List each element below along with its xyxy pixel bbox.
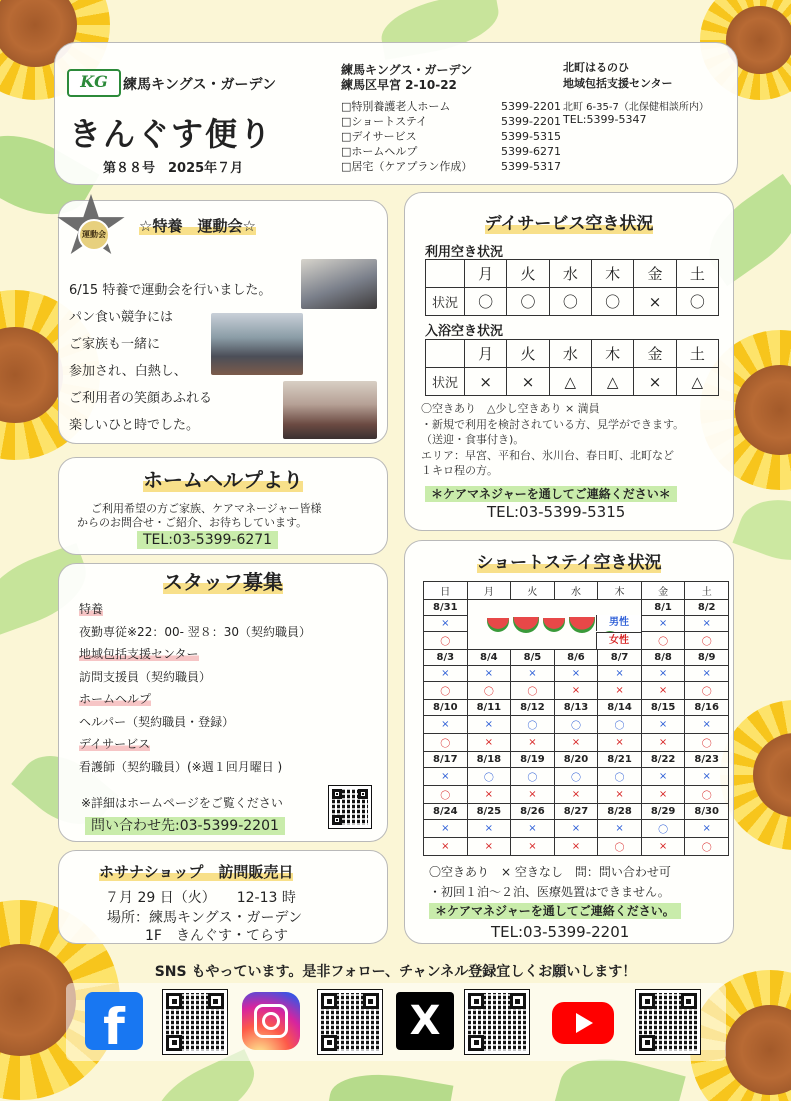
female-cell: × [641, 734, 685, 752]
female-cell: × [598, 734, 642, 752]
shortstay-cm-text: ＊ケアマネジャーを通してご連絡ください。 [429, 903, 681, 919]
male-row [424, 820, 729, 838]
service-tel: 5399-2201 [501, 115, 561, 128]
male-label-text: 男性 [609, 617, 629, 628]
hosana-place-1: 場所：練馬キングス・ガーデン [107, 910, 303, 926]
center-address: 北町 6-35-7（北保健相談所内） [563, 102, 709, 113]
male-cell: × [685, 768, 729, 786]
service-name: □特別養護老人ホーム [341, 100, 451, 113]
male-row [424, 716, 729, 734]
dayservice-cm-text: ＊ケアマネジャーを通してご連絡ください＊ [425, 486, 677, 502]
sports-title-text: ☆特養 運動会☆ [139, 217, 256, 235]
date-cell: 8/4 [467, 650, 511, 666]
sns-text: SNS もやっています。是非フォロー、チャンネル登録宜しくお願いします！ [154, 964, 637, 980]
staff-card [58, 563, 388, 842]
date-cell: 8/7 [598, 650, 642, 666]
date-cell: 8/25 [467, 804, 511, 820]
date-cell: 8/19 [511, 752, 555, 768]
male-cell: × [424, 716, 468, 734]
male-cell: × [554, 666, 598, 682]
use-days-row [426, 260, 719, 288]
corner-cell [426, 340, 465, 368]
service-row [341, 129, 561, 144]
male-cell: × [467, 666, 511, 682]
sports-day-title [139, 215, 256, 236]
date-cell: 8/12 [511, 700, 555, 716]
female-cell: × [511, 838, 555, 856]
sports-badge-circle [78, 219, 110, 251]
date-cell: 8/11 [467, 700, 511, 716]
date-cell: 8/5 [511, 650, 555, 666]
service-name: □居宅（ケアプラン作成） [341, 160, 473, 173]
male-cell: × [467, 820, 511, 838]
status-cell: △ [591, 368, 633, 396]
status-cell: 〇 [465, 288, 507, 316]
service-row [341, 159, 561, 174]
female-row [424, 838, 729, 856]
male-cell: × [424, 616, 468, 632]
sports-line: ご家族も一緒に [69, 337, 161, 352]
status-cell: × [465, 368, 507, 396]
day-cell: 月 [465, 340, 507, 368]
female-cell: × [598, 682, 642, 700]
female-cell: × [554, 786, 598, 804]
watermelon-icon [569, 617, 595, 633]
male-cell: × [685, 820, 729, 838]
dayservice-note: （送迎・食事付き)。 [421, 433, 525, 446]
male-cell: × [685, 666, 729, 682]
staff-head [79, 643, 311, 666]
day-cell: 金 [634, 260, 676, 288]
x-icon[interactable]: X [396, 992, 454, 1050]
bath-table [425, 339, 719, 396]
female-cell: 〇 [467, 682, 511, 700]
male-cell: 〇 [511, 716, 555, 734]
status-label: 状況 [426, 368, 465, 396]
date-row [424, 752, 729, 768]
male-cell: × [641, 666, 685, 682]
date-row [424, 700, 729, 716]
day-cell: 土 [676, 340, 718, 368]
weekday-cell: 木 [598, 582, 642, 600]
day-cell: 木 [591, 260, 633, 288]
status-cell: △ [549, 368, 591, 396]
sports-line: パン食い競争には [69, 310, 174, 325]
female-cell: 〇 [424, 786, 468, 804]
male-cell: × [641, 716, 685, 734]
weekday-cell: 月 [467, 582, 511, 600]
staff-head-text: 地域包括支援センター [79, 647, 199, 661]
staff-head-text: 特養 [79, 602, 104, 616]
use-table [425, 259, 719, 316]
homehelp-text-1: ご利用希望の方ご家族、ケアマネージャー皆様 [91, 502, 322, 515]
staff-contact [85, 815, 285, 835]
female-label [596, 632, 641, 649]
female-cell: 〇 [424, 734, 468, 752]
dayservice-legend: 〇空きあり △少し空きあり × 満員 [421, 402, 600, 415]
status-cell: × [507, 368, 549, 396]
center-tel: TEL:5399-5347 [563, 113, 647, 126]
day-cell: 金 [634, 340, 676, 368]
male-cell: × [467, 716, 511, 734]
date-cell: 8/10 [424, 700, 468, 716]
staff-body: 看護師（契約職員）(※週１回月曜日 ) [79, 759, 283, 774]
dayservice-title-text: デイサービス空き状況 [484, 214, 654, 234]
weekday-cell: 水 [554, 582, 598, 600]
hosana-place-2: 1F きんぐす・てらす [145, 928, 288, 944]
date-cell: 8/21 [598, 752, 642, 768]
sports-photo-1 [301, 259, 377, 309]
female-cell: × [641, 786, 685, 804]
staff-title [59, 566, 387, 595]
hosana-title [99, 861, 293, 882]
sports-badge-text: 運動会 [82, 230, 106, 239]
female-cell: 〇 [685, 734, 729, 752]
male-cell: × [641, 616, 685, 632]
homehelp-title [59, 464, 387, 493]
center-name-2: 地域包括支援センター [563, 77, 673, 90]
female-cell: 〇 [598, 838, 642, 856]
shortstay-tel: TEL:03-5399-2201 [491, 923, 630, 941]
female-cell: 〇 [685, 682, 729, 700]
status-cell: × [634, 288, 676, 316]
female-cell: × [598, 786, 642, 804]
kg-logo [67, 69, 121, 97]
facebook-qr-code[interactable] [163, 990, 227, 1054]
female-cell: × [641, 682, 685, 700]
newsletter-title: きんぐす便り [69, 115, 274, 153]
service-row [341, 114, 561, 129]
dayservice-title [405, 209, 733, 234]
female-row [424, 786, 729, 804]
address-title: 練馬キングス・ガーデン [341, 63, 473, 77]
day-cell: 水 [549, 340, 591, 368]
staff-qr-code[interactable] [329, 786, 371, 828]
date-cell: 8/27 [554, 804, 598, 820]
shortstay-days-row [424, 582, 729, 600]
male-cell: 〇 [641, 820, 685, 838]
staff-head-text: ホームヘルプ [79, 692, 152, 706]
shortstay-legend: 〇空きあり × 空きなし 問：問い合わせ可 [429, 865, 671, 879]
staff-body: ヘルパー（契約職員・登録） [79, 714, 235, 729]
sports-line: 6/15 特養で運動会を行いました。 [69, 283, 272, 298]
shortstay-card [404, 540, 734, 944]
sports-line: ご利用者の笑顔あふれる [69, 391, 213, 406]
female-cell: × [467, 838, 511, 856]
male-cell: × [424, 768, 468, 786]
homehelp-text-2: からのお問合せ・ご紹介、お待ちしています。 [77, 516, 308, 529]
weekday-cell: 土 [685, 582, 729, 600]
bath-label: 入浴空き状況 [425, 324, 504, 339]
bath-days-row [426, 340, 719, 368]
female-cell: × [554, 838, 598, 856]
header-card [54, 42, 738, 185]
status-label: 状況 [426, 288, 465, 316]
corner-cell [426, 260, 465, 288]
date-cell: 8/28 [598, 804, 642, 820]
date-cell: 8/18 [467, 752, 511, 768]
instagram-lens [262, 1012, 280, 1030]
weekday-cell: 日 [424, 582, 468, 600]
date-cell: 8/13 [554, 700, 598, 716]
use-status-row [426, 288, 719, 316]
service-name: □デイサービス [341, 130, 417, 143]
x-qr-code[interactable] [465, 990, 529, 1054]
hosana-title-text: ホサナショップ 訪問販売日 [99, 863, 294, 881]
weekday-cell: 火 [511, 582, 555, 600]
service-row [341, 144, 561, 159]
youtube-play [576, 1013, 593, 1033]
staff-contact-text: 問い合わせ先:03-5399-2201 [85, 817, 285, 835]
instagram-qr-code[interactable] [318, 990, 382, 1054]
homehelp-tel-text: TEL:03-5399-6271 [137, 531, 278, 549]
service-name: □ショートステイ [341, 115, 428, 128]
address: 練馬区早宮 2-10-22 [341, 78, 457, 92]
status-cell: × [634, 368, 676, 396]
shortstay-cm [429, 902, 681, 919]
female-label-text: 女性 [609, 635, 629, 646]
staff-title-text: スタッフ募集 [163, 570, 283, 594]
service-tel: 5399-2201 [501, 100, 561, 113]
staff-head-text: デイサービス [79, 737, 151, 751]
issue-number: 第８８号 2025年７月 [103, 161, 244, 176]
day-cell: 土 [676, 260, 718, 288]
male-cell: × [685, 616, 729, 632]
service-row [341, 99, 561, 114]
sports-photo-3 [283, 381, 377, 439]
date-cell: 8/6 [554, 650, 598, 666]
male-row [424, 768, 729, 786]
female-cell: × [424, 838, 468, 856]
hosana-card [58, 850, 388, 944]
female-cell: × [511, 786, 555, 804]
date-cell: 8/22 [641, 752, 685, 768]
homehelp-title-text: ホームヘルプより [143, 468, 303, 492]
date-cell: 8/23 [685, 752, 729, 768]
day-cell: 木 [591, 340, 633, 368]
staff-sections [79, 598, 311, 778]
status-cell: 〇 [507, 288, 549, 316]
female-cell: 〇 [685, 786, 729, 804]
sports-line: 参加され、白熱し、 [69, 364, 187, 379]
service-tel: 5399-6271 [501, 145, 561, 158]
use-label: 利用空き状況 [425, 245, 504, 260]
weekday-cell: 金 [641, 582, 685, 600]
male-cell: 〇 [554, 716, 598, 734]
sports-line: 楽しいひと時でした。 [69, 418, 200, 433]
dayservice-tel: TEL:03-5399-5315 [487, 503, 626, 521]
staff-head [79, 733, 311, 756]
shortstay-table [423, 581, 729, 856]
female-cell: × [554, 682, 598, 700]
male-cell: × [554, 820, 598, 838]
dayservice-note: １キロ程の方。 [421, 464, 498, 477]
male-cell: × [685, 716, 729, 734]
youtube-icon[interactable] [552, 1002, 614, 1044]
male-cell: 〇 [598, 716, 642, 734]
staff-head [79, 598, 311, 621]
date-cell: 8/17 [424, 752, 468, 768]
date-row [424, 650, 729, 666]
female-cell: × [641, 838, 685, 856]
male-cell: × [511, 666, 555, 682]
staff-body: 夜勤専従※22：00- 翌８：30（契約職員） [79, 624, 312, 639]
shortstay-title [405, 548, 733, 573]
service-name: □ホームヘルプ [341, 145, 418, 158]
dayservice-note: ・新規で利用を検討されている方、見学ができます。 [421, 417, 685, 431]
homehelp-tel [137, 532, 278, 548]
female-row [424, 734, 729, 752]
status-cell: 〇 [676, 288, 718, 316]
date-cell: 8/16 [685, 700, 729, 716]
shortstay-title-text: ショートステイ空き状況 [476, 553, 662, 573]
watermelon-icon [487, 618, 509, 632]
male-label [596, 615, 641, 631]
youtube-qr-code[interactable] [636, 990, 700, 1054]
date-cell: 8/24 [424, 804, 468, 820]
staff-head [79, 688, 311, 711]
date-row [424, 804, 729, 820]
dayservice-notes [421, 401, 684, 479]
org-name: 練馬キングス・ガーデン [123, 77, 277, 93]
female-row [424, 682, 729, 700]
facebook-icon[interactable]: f [85, 992, 143, 1050]
status-cell: △ [676, 368, 718, 396]
bath-status-row [426, 368, 719, 396]
date-cell: 8/9 [685, 650, 729, 666]
male-cell: × [641, 768, 685, 786]
logo-mark: KG [80, 72, 108, 91]
dayservice-card [404, 192, 734, 531]
date-cell: 8/1 [641, 600, 685, 616]
dayservice-note: エリア：早宮、平和台、氷川台、春日町、北町など [421, 448, 674, 462]
service-tel: 5399-5317 [501, 160, 561, 173]
day-cell: 火 [507, 340, 549, 368]
homehelp-card [58, 457, 388, 555]
sports-photo-2 [211, 313, 303, 375]
date-cell: 8/29 [641, 804, 685, 820]
shortstay-note: ・初回１泊～２泊、医療処置はできません。 [429, 885, 670, 899]
date-cell: 8/3 [424, 650, 468, 666]
center-name-1: 北町はるのひ [563, 61, 629, 74]
female-cell: 〇 [424, 682, 468, 700]
date-cell: 8/8 [641, 650, 685, 666]
female-cell: 〇 [685, 838, 729, 856]
service-list [341, 99, 561, 174]
male-cell: × [598, 820, 642, 838]
male-cell: 〇 [554, 768, 598, 786]
service-tel: 5399-5315 [501, 130, 561, 143]
date-row [424, 600, 729, 616]
day-cell: 火 [507, 260, 549, 288]
male-cell: × [424, 666, 468, 682]
day-cell: 月 [465, 260, 507, 288]
staff-note: ※詳細はホームページをご覧ください [81, 796, 283, 810]
female-cell: 〇 [685, 632, 729, 650]
day-cell: 水 [549, 260, 591, 288]
date-cell: 8/20 [554, 752, 598, 768]
female-cell: × [511, 734, 555, 752]
hosana-date: ７月 29 日（火） 12-13 時 [105, 890, 296, 906]
male-row [424, 666, 729, 682]
date-cell: 8/2 [685, 600, 729, 616]
date-cell: 8/14 [598, 700, 642, 716]
date-cell: 8/30 [685, 804, 729, 820]
male-cell: × [424, 820, 468, 838]
female-cell: 〇 [641, 632, 685, 650]
status-cell: 〇 [549, 288, 591, 316]
male-cell: 〇 [511, 768, 555, 786]
staff-body: 訪問支援員（契約職員） [79, 669, 212, 684]
female-cell: 〇 [424, 632, 468, 650]
male-cell: 〇 [467, 768, 511, 786]
dayservice-cm [425, 485, 677, 502]
date-cell: 8/31 [424, 600, 468, 616]
instagram-icon[interactable] [242, 992, 300, 1050]
male-cell: × [511, 820, 555, 838]
date-cell: 8/15 [641, 700, 685, 716]
watermelon-icon [513, 617, 539, 633]
watermelon-icon [543, 618, 565, 632]
female-cell: 〇 [511, 682, 555, 700]
female-cell: × [554, 734, 598, 752]
status-cell: 〇 [591, 288, 633, 316]
male-cell: × [598, 666, 642, 682]
female-cell: × [467, 734, 511, 752]
male-cell: 〇 [598, 768, 642, 786]
female-cell: × [467, 786, 511, 804]
date-cell: 8/26 [511, 804, 555, 820]
